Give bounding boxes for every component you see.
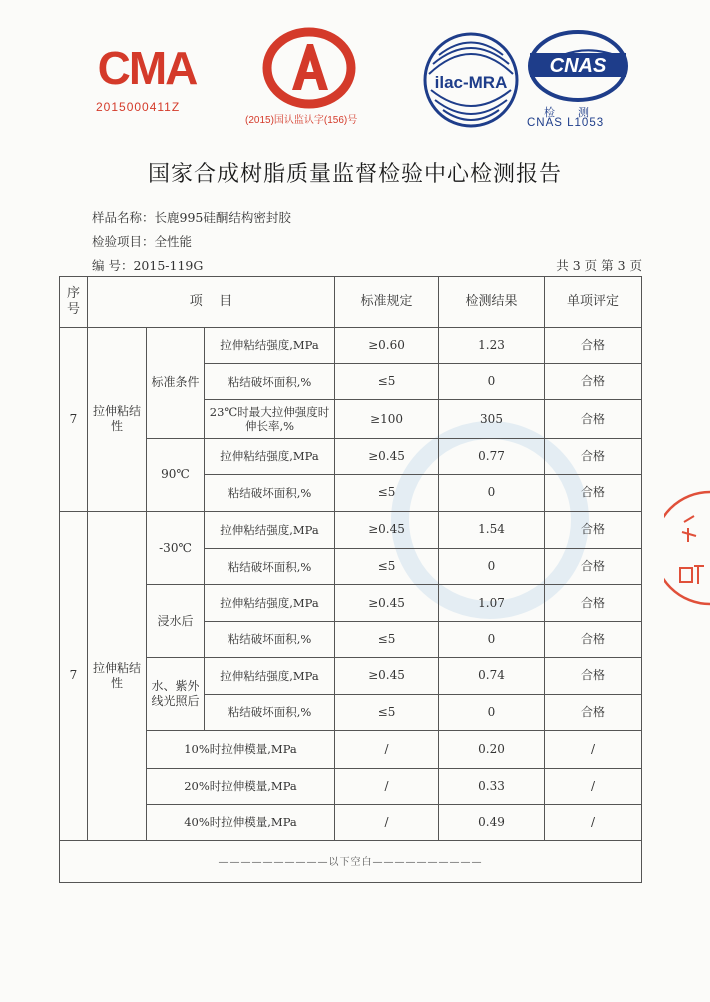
red-seal-stamp bbox=[664, 488, 710, 608]
row-result: 0 bbox=[439, 363, 545, 399]
table-row bbox=[60, 768, 642, 804]
row-item: 20%时拉伸模量,MPa bbox=[147, 768, 335, 804]
group-seq: 7 bbox=[60, 511, 88, 841]
row-verdict: / bbox=[545, 768, 642, 804]
row-standard: ≥100 bbox=[335, 400, 439, 438]
table-row bbox=[60, 438, 642, 474]
table-row bbox=[60, 585, 642, 621]
cnas-logo bbox=[526, 28, 630, 104]
cal-code: (2015)国认监认字(156)号 bbox=[245, 115, 358, 126]
row-result: 305 bbox=[439, 400, 545, 438]
table-header-row bbox=[60, 277, 642, 328]
condition-label: 90℃ bbox=[147, 438, 205, 511]
blank-below bbox=[60, 841, 642, 883]
row-result: 0.49 bbox=[439, 804, 545, 840]
row-result: 0.74 bbox=[439, 658, 545, 694]
row-standard: ≤5 bbox=[335, 694, 439, 730]
row-verdict: 合格 bbox=[545, 475, 642, 511]
row-item: 粘结破坏面积,% bbox=[205, 475, 335, 511]
page-indicator: 共 3 页 第 3 页 bbox=[556, 258, 642, 273]
tail-dash-right: —————————— bbox=[372, 856, 483, 868]
table-row bbox=[60, 327, 642, 363]
row-item: 粘结破坏面积,% bbox=[205, 363, 335, 399]
row-result: 1.23 bbox=[439, 327, 545, 363]
row-standard: ≤5 bbox=[335, 621, 439, 657]
row-verdict: 合格 bbox=[545, 658, 642, 694]
cnas-code: CNAS L1053 bbox=[527, 117, 605, 129]
row-standard: ≥0.60 bbox=[335, 327, 439, 363]
row-standard: ≤5 bbox=[335, 475, 439, 511]
row-result: 0.20 bbox=[439, 731, 545, 768]
header-result: 检测结果 bbox=[439, 277, 545, 328]
row-result: 0 bbox=[439, 475, 545, 511]
row-standard: ≥0.45 bbox=[335, 585, 439, 621]
row-verdict: 合格 bbox=[545, 511, 642, 548]
row-standard: / bbox=[335, 804, 439, 840]
cma-code: 2015000411Z bbox=[96, 100, 181, 114]
svg-text:CMA: CMA bbox=[97, 42, 197, 94]
svg-text:CNAS: CNAS bbox=[549, 55, 607, 77]
row-item: 40%时拉伸模量,MPa bbox=[147, 804, 335, 840]
tail-text: 以下空白 bbox=[328, 856, 373, 868]
row-verdict: 合格 bbox=[545, 400, 642, 438]
row-item: 粘结破坏面积,% bbox=[205, 549, 335, 585]
row-verdict: 合格 bbox=[545, 327, 642, 363]
table-row bbox=[60, 804, 642, 840]
row-item: 23℃时最大拉伸强度时伸长率,% bbox=[205, 400, 335, 438]
svg-text:ilac-MRA: ilac-MRA bbox=[434, 73, 508, 92]
row-result: 0 bbox=[439, 549, 545, 585]
test-item: 检验项目：全性能 bbox=[92, 234, 193, 249]
header-item: 项 目 bbox=[88, 277, 335, 328]
row-item: 粘结破坏面积,% bbox=[205, 694, 335, 730]
cnas-sub: 检 测 bbox=[544, 107, 600, 119]
row-standard: ≥0.45 bbox=[335, 658, 439, 694]
table-row bbox=[60, 511, 642, 548]
row-result: 0.77 bbox=[439, 438, 545, 474]
row-standard: ≤5 bbox=[335, 549, 439, 585]
row-result: 1.07 bbox=[439, 585, 545, 621]
report-number: 编 号：2015-119G bbox=[92, 258, 204, 273]
group-name: 拉伸粘结性 bbox=[88, 327, 147, 511]
condition-label: 标准条件 bbox=[147, 327, 205, 438]
row-result: 0 bbox=[439, 694, 545, 730]
sample-name: 样品名称：长鹿995硅酮结构密封胶 bbox=[92, 210, 291, 225]
header-standard: 标准规定 bbox=[335, 277, 439, 328]
row-verdict: 合格 bbox=[545, 438, 642, 474]
row-standard: / bbox=[335, 731, 439, 768]
condition-label: 浸水后 bbox=[147, 585, 205, 658]
row-item: 粘结破坏面积,% bbox=[205, 621, 335, 657]
group-name: 拉伸粘结性 bbox=[88, 511, 147, 841]
condition-label: 水、紫外线光照后 bbox=[147, 658, 205, 731]
report-title: 国家合成树脂质量监督检验中心检测报告 bbox=[147, 162, 562, 187]
results-table bbox=[59, 276, 642, 883]
row-verdict: 合格 bbox=[545, 621, 642, 657]
tail-dash-left: —————————— bbox=[218, 856, 329, 868]
row-item: 10%时拉伸模量,MPa bbox=[147, 731, 335, 768]
row-item: 拉伸粘结强度,MPa bbox=[205, 658, 335, 694]
row-standard: / bbox=[335, 768, 439, 804]
cal-logo bbox=[262, 26, 356, 110]
row-verdict: 合格 bbox=[545, 363, 642, 399]
row-verdict: / bbox=[545, 804, 642, 840]
row-standard: ≥0.45 bbox=[335, 511, 439, 548]
group-seq: 7 bbox=[60, 327, 88, 511]
row-result: 0 bbox=[439, 621, 545, 657]
table-tail-row bbox=[60, 841, 642, 883]
row-item: 拉伸粘结强度,MPa bbox=[205, 438, 335, 474]
row-item: 拉伸粘结强度,MPa bbox=[205, 327, 335, 363]
condition-label: -30℃ bbox=[147, 511, 205, 585]
row-result: 0.33 bbox=[439, 768, 545, 804]
row-verdict: 合格 bbox=[545, 585, 642, 621]
row-result: 1.54 bbox=[439, 511, 545, 548]
row-standard: ≥0.45 bbox=[335, 438, 439, 474]
ilac-mra-logo bbox=[419, 30, 523, 130]
header-verdict: 单项评定 bbox=[545, 277, 642, 328]
row-item: 拉伸粘结强度,MPa bbox=[205, 585, 335, 621]
table-row bbox=[60, 731, 642, 768]
row-standard: ≤5 bbox=[335, 363, 439, 399]
row-verdict: 合格 bbox=[545, 549, 642, 585]
row-verdict: / bbox=[545, 731, 642, 768]
table-row bbox=[60, 658, 642, 694]
cma-logo bbox=[94, 36, 200, 98]
header-seq: 序号 bbox=[60, 277, 88, 328]
row-verdict: 合格 bbox=[545, 694, 642, 730]
row-item: 拉伸粘结强度,MPa bbox=[205, 511, 335, 548]
